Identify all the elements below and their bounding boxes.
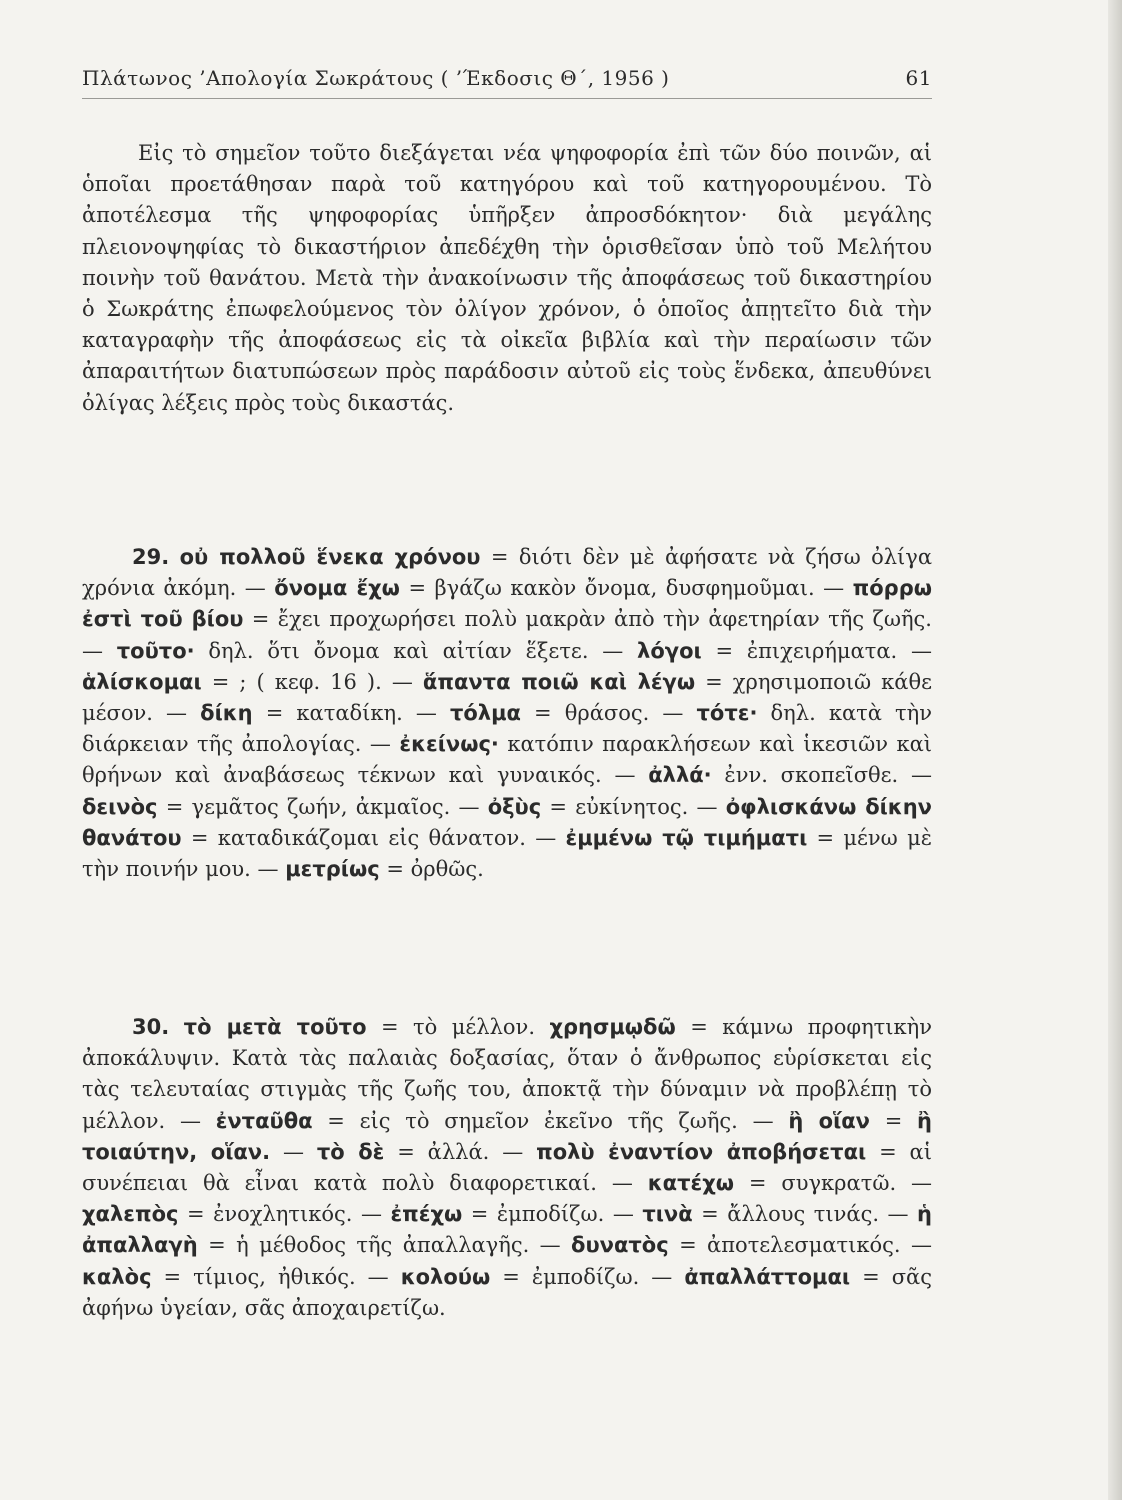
page-number: 61 [905, 66, 932, 90]
lemma-gloss: = ἡ μέθοδος τῆς ἀπαλλαγῆς. — [197, 1233, 572, 1258]
lemma-gloss: = βγάζω κακὸν ὄνομα, δυσφημοῦμαι. — [399, 576, 853, 601]
lemma-term: πολὺ ἐναντίον ἀποβήσεται [536, 1139, 867, 1164]
lemma-term: ἐπέχω [390, 1202, 463, 1227]
lemma-gloss: = καταδίκη. — [252, 701, 450, 726]
lemma-term: δίκη [200, 701, 253, 726]
lemma-term: χαλεπὸς [82, 1202, 179, 1227]
lemma-term: πόρρω ἐστὶ τοῦ βίου [82, 576, 932, 632]
running-title: Πλάτωνος ’Απολογία Σωκράτους ( ’Έκδοσις Θ΄, 1956 ) [82, 66, 670, 90]
lemma-term: ἐνταῦθα [215, 1108, 313, 1133]
lemma-term: δυνατὸς [571, 1233, 669, 1258]
lemma-term: οὐ πολλοῦ ἕνεκα χρόνου [179, 545, 481, 569]
lemma-term: ἢ οἵαν [788, 1108, 870, 1133]
lemma-gloss: = εἰς τὸ σημεῖον ἐκεῖνο τῆς ζωῆς. — [312, 1108, 789, 1133]
note-number: 29. [132, 545, 170, 569]
lemma-gloss: = εὐκίνητος. — [541, 794, 726, 819]
intro-paragraph: Εἰς τὸ σημεῖον τοῦτο διεξάγεται νέα ψηφοφορία ἐπὶ τῶν δύο ποινῶν, αἱ ὁποῖαι προετάθησαν παρὰ τοῦ κατηγόρου καὶ τοῦ κατηγορουμένου. Τὸ ἀποτέλεσμα τῆς ψηφοφορίας ὑπῆρξεν ἀπροσδόκητον· διὰ μεγάλης πλειονοψηφίας τὸ δικαστήριον ἀπεδέχθη τὴν ὁρισθεῖσαν ὑπὸ τοῦ Μελήτου ποινὴν τοῦ θανάτου. Μετὰ τὴν ἀνακοίνωσιν τῆς ἀποφάσεως τοῦ δικαστηρίου ὁ Σωκράτης ἐπωφελούμενος τὸν ὀλίγον χρόνον, ὁ ὁποῖος ἀπῃτεῖτο διὰ τὴν καταγραφὴν τῆς ἀποφάσεως εἰς τὰ οἰκεῖα βιβλία καὶ τὴν περαίωσιν τῶν ἀπαραιτήτων διατυπώσεων πρὸς παράδοσιν αὐτοῦ εἰς τοὺς ἕνδεκα, ἀπευθύνει ὀλίγας λέξεις πρὸς τοὺς δικαστάς. [82, 141, 932, 415]
lemma-gloss: = κάμνω προφητικὴν ἀποκάλυψιν. Κατὰ τὰς παλαιὰς δοξασίας, ὅταν ὁ ἄνθρωπος εὑρίσκεται εἰς τὰς τελευταίας στιγμὰς τῆς ζωῆς του, ἀποκτᾷ τὴν δύναμιν νὰ προβλέπῃ τὸ μέλλον. — [82, 1015, 932, 1133]
lemma-term: τινὰ [642, 1202, 693, 1227]
lemma-gloss: = διότι δὲν μὲ ἀφήσατε νὰ ζήσω ὀλίγα χρόνια ἀκόμη. — [82, 545, 933, 601]
lemma-term: κολούω [400, 1264, 491, 1289]
lemma-term: τὸ δὲ [316, 1139, 385, 1164]
lemma-gloss: = θράσος. — [520, 701, 697, 726]
lemma-gloss: = ὀρθῶς. [379, 857, 484, 882]
lemma-term: ἁλίσκομαι [82, 669, 202, 694]
lemma-gloss: = ἄλλους τινάς. — [692, 1202, 918, 1227]
lemma-gloss: = ἐμποδίζω. — [490, 1264, 685, 1289]
lemma-gloss: κατόπιν παρακλήσεων καὶ ἱκεσιῶν καὶ θρήνων καὶ ἀναβάσεως τέκνων καὶ γυναικός. — [82, 732, 932, 788]
lemma-term: λόγοι [637, 638, 702, 663]
page-edge [1108, 0, 1122, 1500]
lemma-gloss: = σᾶς ἀφήνω ὑγείαν, σᾶς ἀποχαιρετίζω. [82, 1264, 932, 1320]
lemma-gloss: = αἱ συνέπειαι θὰ εἶναι κατὰ πολὺ διαφορετικαί. — [82, 1139, 932, 1196]
lemma-gloss: δηλ. κατὰ τὴν διάρκειαν τῆς ἀπολογίας. — [82, 701, 932, 757]
running-header [82, 66, 932, 99]
lemma-gloss: = τίμιος, ἠθικός. — [151, 1264, 401, 1289]
lemma-term: τότε· [696, 701, 758, 726]
lemma-term: καλὸς [82, 1264, 152, 1289]
lemma-gloss: = γεμᾶτος ζωήν, ἀκμαῖος. — [157, 794, 488, 819]
lemma-gloss: = ἐμποδίζω. — [462, 1202, 643, 1227]
note-number: 30. [132, 1015, 170, 1039]
lemma-term: χρησμῳδῶ [549, 1015, 676, 1039]
lemma-gloss: = ἀλλά. — [384, 1139, 537, 1164]
lemma-gloss: = ἐνοχλητικός. — [178, 1202, 391, 1227]
lemma-gloss: = ἐπιχειρήματα. — [701, 638, 932, 663]
lemma-term: κατέχω [647, 1171, 735, 1196]
lemma-gloss: = μένω μὲ τὴν ποινήν μου. — [82, 825, 932, 882]
lemma-term: τόλμα [449, 701, 521, 726]
lemma-gloss: = τὸ μέλλον. [366, 1015, 550, 1039]
lemma-term: ὀφλισκάνω δίκην θανάτου [82, 794, 932, 850]
lemma-gloss: = ; ( κεφ. 16 ). — [201, 669, 423, 694]
lemma-term: ἢ τοιαύτην, οἵαν. [82, 1108, 932, 1164]
lemma-gloss: = καταδικάζομαι εἰς θάνατον. — [181, 825, 566, 850]
lemma-term: ἐμμένω τῷ τιμήματι [565, 825, 808, 850]
lemma-term: μετρίως [285, 857, 380, 882]
lemma-gloss: = ἀποτελεσματικός. — [668, 1233, 932, 1258]
lemma-term: ἡ ἀπαλλαγὴ [82, 1202, 932, 1258]
lemma-term: δεινὸς [82, 794, 158, 819]
lemma-gloss: = [869, 1108, 918, 1133]
lemma-term: τὸ μετὰ τοῦτο [183, 1015, 367, 1039]
lemma-term: ὀξὺς [487, 794, 542, 819]
lemma-gloss: — [270, 1139, 317, 1164]
lemma-gloss: = συγκρατῶ. — [734, 1171, 933, 1196]
lemma-gloss: δηλ. ὅτι ὄνομα καὶ αἰτίαν ἕξετε. — [194, 638, 638, 663]
lemma-term: ἀλλά· [648, 763, 712, 788]
lemma-term: ἐκείνως· [399, 732, 499, 757]
lemma-gloss: ἐνν. σκοπεῖσθε. — [711, 763, 932, 788]
commentary-note-29 [82, 542, 932, 885]
lemma-term: ἅπαντα ποιῶ καὶ λέγω [422, 669, 696, 694]
lemma-gloss: = ἔχει προχωρήσει πολὺ μακρὰν ἀπὸ τὴν ἀφετηρίαν τῆς ζωῆς. — [82, 607, 932, 663]
lemma-term: ἀπαλλάττομαι [684, 1264, 851, 1289]
lemma-term: ὄνομα ἔχω [274, 576, 400, 601]
lemma-gloss: = χρησιμοποιῶ κάθε μέσον. — [82, 669, 932, 726]
commentary-note-30 [82, 1012, 932, 1324]
lemma-term: τοῦτο· [116, 638, 195, 663]
